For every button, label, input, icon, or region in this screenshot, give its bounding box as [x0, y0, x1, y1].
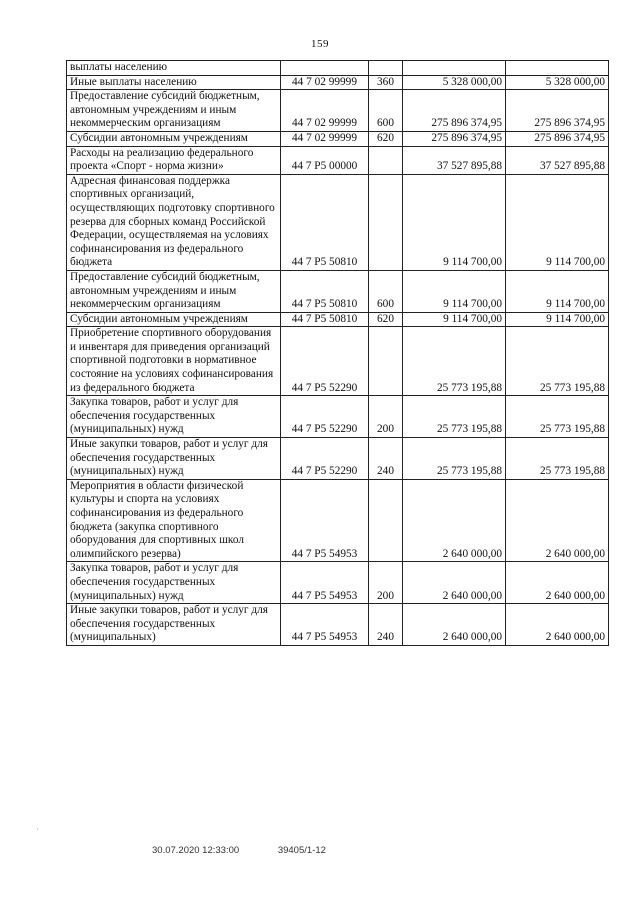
row-name: Субсидии автономным учреждениям	[67, 131, 281, 146]
row-code: 44 7 02 99999	[281, 75, 369, 90]
row-name: Иные закупки товаров, работ и услуг для обеспечения государственных (муниципальных)	[67, 604, 281, 646]
row-sum-2: 2 640 000,00	[506, 604, 609, 646]
row-vr: 620	[369, 312, 403, 327]
row-name: Предоставление субсидий бюджетным, автономным учреждениям и иным некоммерческим организациям	[67, 90, 281, 132]
table-row	[67, 90, 609, 132]
row-code: 44 7 02 99999	[281, 90, 369, 132]
row-code: 44 7 P5 54953	[281, 479, 369, 562]
row-sum-1: 2 640 000,00	[403, 479, 506, 562]
row-vr	[369, 61, 403, 76]
footer	[152, 845, 362, 856]
table-row	[67, 438, 609, 480]
row-sum-1: 9 114 700,00	[403, 270, 506, 312]
row-vr: 360	[369, 75, 403, 90]
row-vr: 200	[369, 562, 403, 604]
row-sum-1: 275 896 374,95	[403, 131, 506, 146]
row-sum-2: 9 114 700,00	[506, 312, 609, 327]
table-row	[67, 146, 609, 174]
row-name: Иные закупки товаров, работ и услуг для обеспечения государственных (муниципальных) нужд	[67, 438, 281, 480]
row-vr	[369, 479, 403, 562]
row-sum-1: 275 896 374,95	[403, 90, 506, 132]
row-name: Закупка товаров, работ и услуг для обеспечения государственных (муниципальных) нужд	[67, 562, 281, 604]
table-row	[67, 479, 609, 562]
row-vr: 200	[369, 396, 403, 438]
row-name: Предоставление субсидий бюджетным, автономным учреждениям и иным некоммерческим организациям	[67, 270, 281, 312]
row-sum-2: 25 773 195,88	[506, 438, 609, 480]
table-row	[67, 61, 609, 76]
row-sum-2: 5 328 000,00	[506, 75, 609, 90]
row-sum-1: 9 114 700,00	[403, 312, 506, 327]
row-sum-1: 9 114 700,00	[403, 174, 506, 270]
row-name: Субсидии автономным учреждениям	[67, 312, 281, 327]
table-row	[67, 174, 609, 270]
row-code: 44 7 P5 52290	[281, 438, 369, 480]
row-sum-1: 25 773 195,88	[403, 396, 506, 438]
row-name: Закупка товаров, работ и услуг для обеспечения государственных (муниципальных) нужд	[67, 396, 281, 438]
row-vr: 620	[369, 131, 403, 146]
row-vr	[369, 146, 403, 174]
table-row	[67, 270, 609, 312]
row-sum-1: 25 773 195,88	[403, 327, 506, 396]
row-name: Приобретение спортивного оборудования и инвентаря для приведения организаций спортивной подготовки в нормативное состояние на условиях софинансирования из федерального бюджета	[67, 327, 281, 396]
row-code: 44 7 P5 50810	[281, 312, 369, 327]
row-vr	[369, 174, 403, 270]
row-vr	[369, 327, 403, 396]
row-sum-2: 9 114 700,00	[506, 270, 609, 312]
row-vr: 240	[369, 438, 403, 480]
row-sum-2: 25 773 195,88	[506, 396, 609, 438]
row-sum-2: 37 527 895,88	[506, 146, 609, 174]
row-vr: 600	[369, 270, 403, 312]
row-sum-1: 5 328 000,00	[403, 75, 506, 90]
table-row	[67, 131, 609, 146]
row-vr: 240	[369, 604, 403, 646]
row-sum-2: 275 896 374,95	[506, 131, 609, 146]
row-name: выплаты населению	[67, 61, 281, 76]
budget-table	[66, 60, 609, 646]
row-sum-1: 25 773 195,88	[403, 438, 506, 480]
row-code	[281, 61, 369, 76]
row-code: 44 7 P5 50810	[281, 174, 369, 270]
row-code: 44 7 P5 52290	[281, 327, 369, 396]
row-sum-1: 37 527 895,88	[403, 146, 506, 174]
row-sum-2: 25 773 195,88	[506, 327, 609, 396]
row-code: 44 7 P5 50810	[281, 270, 369, 312]
footer-doc-id: 39405/1-12	[277, 845, 326, 856]
row-name: Адресная финансовая поддержка спортивных организаций, осуществляющих подготовку спортивного резерва для сборных команд Российской Федерации, осуществляемая на условиях софинансирования из федерального бюджета	[67, 174, 281, 270]
table-row	[67, 562, 609, 604]
table-row	[67, 75, 609, 90]
table-row	[67, 327, 609, 396]
row-vr: 600	[369, 90, 403, 132]
table-row	[67, 312, 609, 327]
row-code: 44 7 P5 52290	[281, 396, 369, 438]
row-sum-2: 9 114 700,00	[506, 174, 609, 270]
margin-mark: ·	[36, 825, 39, 834]
row-code: 44 7 P5 00000	[281, 146, 369, 174]
row-code: 44 7 02 99999	[281, 131, 369, 146]
row-sum-1	[403, 61, 506, 76]
row-sum-2	[506, 61, 609, 76]
row-sum-1: 2 640 000,00	[403, 604, 506, 646]
row-code: 44 7 P5 54953	[281, 562, 369, 604]
row-name: Мероприятия в области физической культуры и спорта на условиях софинансирования из федерального бюджета (закупка спортивного оборудования для спортивных школ олимпийского резерва)	[67, 479, 281, 562]
page-number: 159	[311, 38, 329, 50]
footer-timestamp: 30.07.2020 12:33:00	[152, 845, 240, 856]
row-name: Расходы на реализацию федерального проекта «Спорт - норма жизни»	[67, 146, 281, 174]
row-sum-2: 2 640 000,00	[506, 562, 609, 604]
row-code: 44 7 P5 54953	[281, 604, 369, 646]
table-row	[67, 396, 609, 438]
row-name: Иные выплаты населению	[67, 75, 281, 90]
row-sum-2: 2 640 000,00	[506, 479, 609, 562]
table-row	[67, 604, 609, 646]
row-sum-1: 2 640 000,00	[403, 562, 506, 604]
row-sum-2: 275 896 374,95	[506, 90, 609, 132]
